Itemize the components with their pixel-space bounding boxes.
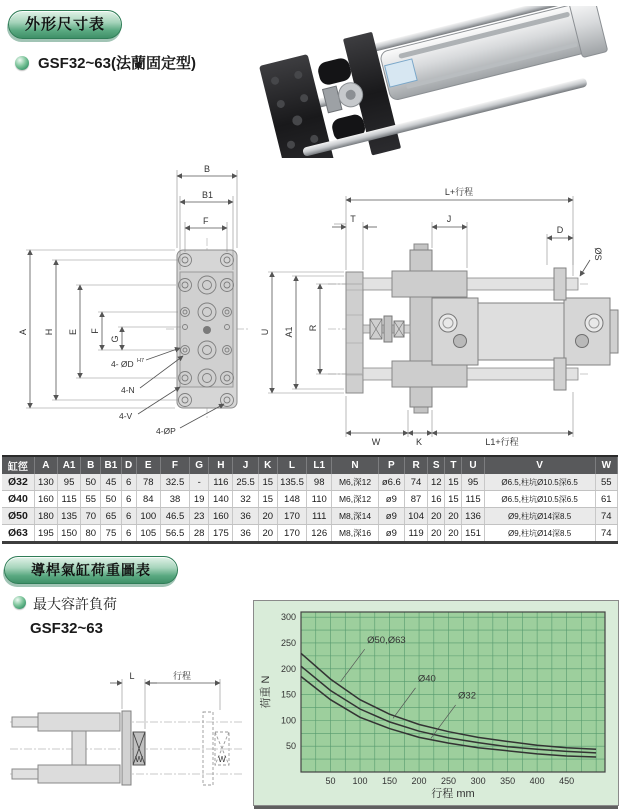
table-cell: 50 [81,474,101,491]
table-cell: 105 [136,525,160,543]
leader-label-4-oD: 4- ØD [111,359,134,369]
table-cell: 32 [233,491,258,508]
cylinder-illustration [258,6,618,158]
table-cell: 15 [258,474,277,491]
table-header-cell: V [484,456,595,474]
table-row [2,474,618,491]
row-header-cell: Ø40 [2,491,34,508]
x-tick-label: 100 [352,776,368,786]
table-row [2,525,618,543]
table-cell: 25.5 [233,474,258,491]
table-header-cell: G [190,456,209,474]
load-chart [257,604,613,800]
y-tick-label: 50 [285,741,296,752]
x-tick-label: 450 [559,776,575,786]
dim-label-W: W [371,437,381,447]
table-cell: 78 [136,474,160,491]
dim-label-S: ØS [593,247,603,261]
table-header-cell: N [332,456,378,474]
table-cell: 140 [209,491,233,508]
table-cell: 151 [462,525,484,543]
table-cell: 150 [57,525,80,543]
table-cell: Ø6.5,柱坑Ø10.5深6.5 [484,491,595,508]
table-header-cell: K [258,456,277,474]
table-cell: 56.5 [160,525,189,543]
table-cell: 16 [428,491,445,508]
leader-label-H7-sup: H7 [137,358,145,364]
table-cell: 80 [81,525,101,543]
section-badge-dimensions: 外形尺寸表 [8,10,122,39]
y-tick-label: 250 [280,637,296,648]
table-header-cell: J [233,456,258,474]
table-header-cell: T [445,456,462,474]
table-header-cell: B [81,456,101,474]
x-tick-label: 250 [441,776,457,786]
table-cell: Ø6.5,柱坑Ø10.5深6.5 [484,474,595,491]
table-cell: Ø9,柱坑Ø14深8.5 [484,508,595,525]
table-cell: 74 [404,474,427,491]
table-cell: 19 [190,491,209,508]
dim-label-H: H [44,328,54,336]
table-cell: 20 [258,508,277,525]
dim-label-R: R [308,324,318,332]
x-tick-label: 350 [500,776,516,786]
plot-area [301,612,605,772]
table-cell: 20 [445,508,462,525]
table-cell: 6 [121,474,136,491]
dim-label-L-small: L [129,671,135,681]
table-row [2,508,618,525]
table-cell: 119 [404,525,427,543]
table-cell: 75 [101,525,121,543]
table-cell: 74 [595,508,617,525]
table-cell: M6,深12 [332,474,378,491]
table-cell: 115 [462,491,484,508]
table-header-cell: A [34,456,57,474]
table-cell: Ø9,柱坑Ø14深8.5 [484,525,595,543]
dim-label-L1-stroke: L1+行程 [485,437,519,447]
table-cell: 61 [595,491,617,508]
table-cell: 100 [136,508,160,525]
leader-label-4-N: 4-N [121,385,135,395]
dim-label-J: J [446,214,452,224]
table-cell: 36 [233,508,258,525]
table-cell: 175 [209,525,233,543]
table-cell: 28 [190,525,209,543]
table-cell: 38 [160,491,189,508]
x-axis-label: 行程 mm [431,788,475,800]
table-cell: 15 [445,474,462,491]
dimension-table [2,455,618,544]
table-cell: 70 [81,508,101,525]
leader-label-4-V: 4-V [119,411,133,421]
table-cell: 50 [101,491,121,508]
table-cell: 160 [209,508,233,525]
series-label: Ø32 [458,690,476,702]
table-header-cell: D [121,456,136,474]
table-cell: ø6.6 [378,474,404,491]
table-cell: 6 [121,491,136,508]
table-header-cell: E [136,456,160,474]
dim-label-F: F [90,328,100,334]
load-chart-panel [253,600,619,806]
y-axis-label: 荷重 N [260,675,272,709]
table-cell: 6 [121,525,136,543]
table-cell: 55 [595,474,617,491]
dim-label-A1: A1 [284,326,294,338]
table-cell: 6 [121,508,136,525]
table-cell: 104 [404,508,427,525]
table-cell: M6,深12 [332,491,378,508]
dim-label-B: B [204,164,211,174]
table-cell: 160 [34,491,57,508]
table-cell: M8,深14 [332,508,378,525]
table-cell: 20 [428,508,445,525]
dim-label-E: E [68,328,78,336]
leader-label-4-oP: 4-ØP [156,426,176,436]
table-cell: 126 [307,525,332,543]
load-w-extended-label: W [218,755,226,764]
table-cell: 20 [258,525,277,543]
table-cell: 130 [34,474,57,491]
max-load-label: 最大容許負荷 [33,596,117,612]
table-header-cell: S [428,456,445,474]
table-cell: 170 [277,525,306,543]
table-cell: 84 [136,491,160,508]
table-cell: 36 [233,525,258,543]
table-header-cell: B1 [101,456,121,474]
dim-label-G: G [110,335,120,343]
x-tick-label: 300 [470,776,486,786]
table-cell: 135.5 [277,474,306,491]
table-header-cell: L [277,456,306,474]
table-header-cell: 缸徑 [2,456,34,474]
load-model-label: GSF32~63 [30,620,103,637]
table-cell: 23 [190,508,209,525]
table-cell: 180 [34,508,57,525]
dim-label-B1: B1 [202,190,214,200]
table-cell: 45 [101,474,121,491]
table-cell: M8,深16 [332,525,378,543]
section-badge-load-chart: 導桿氣缸荷重圖表 [4,556,178,584]
row-header-cell: Ø32 [2,474,34,491]
x-tick-label: 150 [382,776,398,786]
y-tick-label: 100 [280,715,296,726]
dim-label-T: T [350,214,356,224]
row-header-cell: Ø63 [2,525,34,543]
table-header-cell: U [462,456,484,474]
x-tick-label: 50 [325,776,336,786]
table-cell: 87 [404,491,427,508]
sphere-bullet-icon [13,596,26,609]
table-cell: 195 [34,525,57,543]
series-label: Ø50,Ø63 [367,634,406,646]
table-header-cell: W [595,456,617,474]
table-header-row [2,456,618,474]
dim-label-L-stroke: L+行程 [444,187,474,197]
table-cell: 74 [595,525,617,543]
table-cell: 115 [57,491,80,508]
table-cell: 148 [277,491,306,508]
table-cell: ø9 [378,491,404,508]
table-cell: 32.5 [160,474,189,491]
table-cell: 111 [307,508,332,525]
series-label: Ø40 [417,673,436,685]
dim-label-stroke-small: 行程 [172,671,192,681]
table-cell: 20 [445,525,462,543]
table-header-cell: A1 [57,456,80,474]
table-cell: ø9 [378,508,404,525]
product-photo [245,6,618,158]
cylinder-side-view-drawing [258,160,620,452]
table-cell: ø9 [378,525,404,543]
table-cell: 95 [462,474,484,491]
table-row [2,491,618,508]
table-header-cell: F [160,456,189,474]
x-tick-label: 200 [411,776,427,786]
dim-label-K: K [415,437,423,447]
table-header-cell: L1 [307,456,332,474]
product-model-label: GSF32~63(法蘭固定型) [38,55,196,72]
table-cell: 116 [209,474,233,491]
dim-label-U: U [260,328,270,336]
table-cell: 65 [101,508,121,525]
table-cell: 12 [428,474,445,491]
y-tick-label: 300 [280,612,296,623]
x-tick-label: 400 [529,776,545,786]
table-cell: 15 [258,491,277,508]
table-cell: 136 [462,508,484,525]
table-cell: 15 [445,491,462,508]
table-header-cell: R [404,456,427,474]
y-tick-label: 200 [280,663,296,674]
table-cell: 98 [307,474,332,491]
table-cell: 46.5 [160,508,189,525]
flange-front-view-drawing [18,160,260,452]
table-cell: 110 [307,491,332,508]
table-cell: 95 [57,474,80,491]
table-cell: 55 [81,491,101,508]
table-cell: 170 [277,508,306,525]
dim-label-F-top: F [203,216,209,226]
table-header-cell: H [209,456,233,474]
table-cell: 135 [57,508,80,525]
y-tick-label: 150 [280,689,296,700]
table-header-cell: P [378,456,404,474]
table-cell: - [190,474,209,491]
sphere-bullet-icon [15,56,29,70]
dim-label-A: A [18,328,28,336]
load-w-label: W [135,755,143,764]
dim-label-D: D [556,225,564,235]
row-header-cell: Ø50 [2,508,34,525]
stroke-load-schematic [10,665,250,809]
table-cell: 20 [428,525,445,543]
